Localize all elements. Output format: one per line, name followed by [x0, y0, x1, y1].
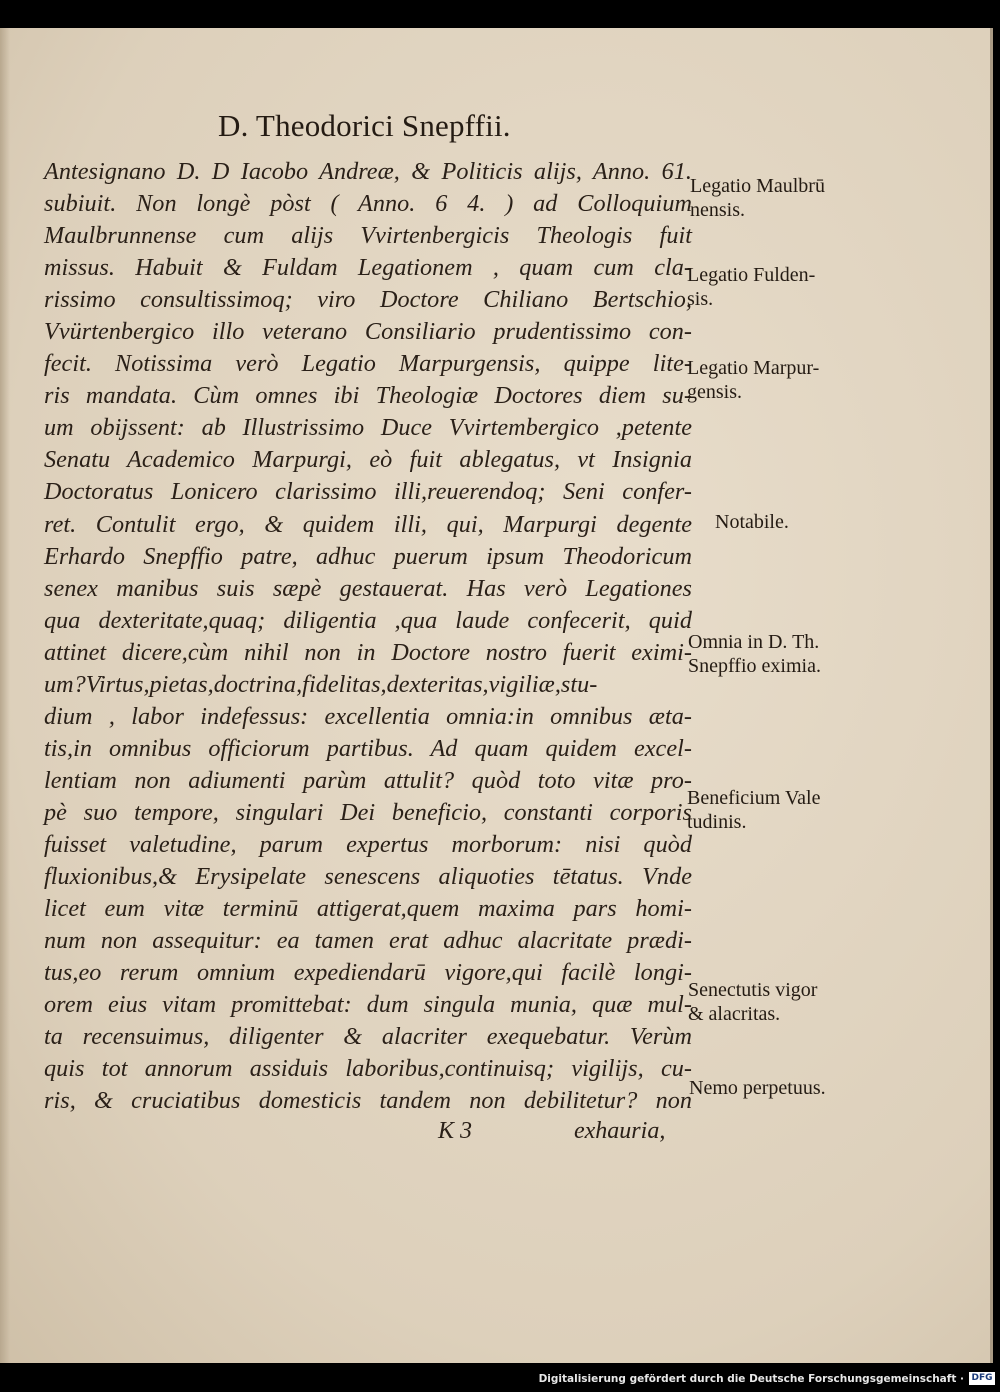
text-line: fecit. Notissima verò Legatio Marpurgensis, quippe lite- [44, 350, 692, 378]
text-line: licet eum vitæ terminū attigerat,quem maxima pars homi- [44, 895, 692, 923]
text-line: tus,eo rerum omnium expediendarū vigore,qui facilè longi- [44, 959, 692, 987]
text-line: Maulbrunnense cum alijs Vvirtenbergicis Theologis fuit [44, 222, 692, 250]
marginal-note [690, 174, 825, 222]
digitization-credit: Digitalisierung gefördert durch die Deutsche Forschungsgemeinschaft · [538, 1373, 964, 1385]
dfg-logo: DFG [969, 1372, 995, 1385]
text-line: ret. Contulit ergo, & quidem illi, qui, Marpurgi degente [44, 510, 692, 538]
text-line: senex manibus suis sæpè gestauerat. Has verò Legationes [44, 574, 692, 602]
marginal-note-line: sis. [687, 288, 714, 310]
marginal-note-line: Beneficium Vale [687, 787, 821, 809]
body-text [44, 156, 692, 1117]
text-line: rissimo consultissimoq; viro Doctore Chiliano Bertschio, [44, 286, 692, 314]
marginal-note [687, 356, 819, 404]
text-line: dium , labor indefessus: excellentia omnia:in omnibus æta- [44, 702, 692, 730]
text-line: Vvürtenbergico illo veterano Consiliario prudentissimo con- [44, 318, 692, 346]
text-line: um?Virtus,pietas,doctrina,fidelitas,dexteritas,vigiliæ,stu- [44, 670, 598, 698]
marginal-note-line: Notabile. [715, 511, 789, 533]
marginal-note [715, 510, 789, 534]
marginal-note-line: Legatio Fulden- [687, 264, 816, 286]
marginal-note-line: Nemo perpetuus. [689, 1077, 826, 1099]
text-line: tis,in omnibus officiorum partibus. Ad quam quidem excel- [44, 734, 692, 762]
text-line: pè suo tempore, singulari Dei beneficio, constanti corporis [44, 798, 692, 826]
text-line: qua dexteritate,quaq; diligentia ,qua laude confecerit, quid [44, 606, 692, 634]
text-line: fuisset valetudine, parum expertus morborum: nisi quòd [44, 830, 692, 858]
marginal-note-line: tudinis. [687, 811, 747, 833]
text-line: Doctoratus Lonicero clarissimo illi,reuerendoq; Seni confer- [44, 478, 692, 506]
marginal-note-line: gensis. [687, 381, 742, 403]
marginal-note-line: Omnia in D. Th. [688, 631, 820, 653]
catchword: exhauria, [574, 1118, 666, 1144]
text-line: quis tot annorum assiduis laboribus,continuisq; vigilijs, cu- [44, 1055, 692, 1083]
marginal-note [688, 630, 821, 678]
text-line: subiuit. Non longè pòst ( Anno. 6 4. ) ad Colloquium [44, 190, 692, 218]
marginal-note-line: nensis. [690, 199, 745, 221]
page-edge-shadow [0, 28, 10, 1363]
text-line: ris, & cruciatibus domesticis tandem non debilitetur? non [44, 1087, 692, 1115]
text-line: orem eius vitam promittebat: dum singula munia, quæ mul- [44, 991, 692, 1019]
marginal-note [688, 978, 817, 1026]
running-head: D. Theodorici Snepffii. [218, 108, 511, 143]
marginal-note-line: & alacritas. [688, 1003, 781, 1025]
signature-mark: K 3 [438, 1118, 473, 1144]
marginal-note-line: Legatio Marpur- [687, 357, 820, 379]
marginal-note-line: Legatio Maulbrū [690, 175, 825, 197]
text-line: ta recensuimus, diligenter & alacriter exequebatur. Verùm [44, 1023, 692, 1051]
text-line: attinet dicere,cùm nihil non in Doctore nostro fuerit eximi- [44, 638, 692, 666]
marginal-note [687, 786, 820, 834]
marginal-note [689, 1076, 826, 1100]
text-line: Antesignano D. D Iacobo Andreæ, & Politicis alijs, Anno. 61. [44, 158, 692, 185]
text-line: um obijssent: ab Illustrissimo Duce Vvirtembergico ,petente [44, 414, 692, 442]
text-line: missus. Habuit & Fuldam Legationem , quam cum cla- [44, 254, 692, 282]
text-line: Senatu Academico Marpurgi, eò fuit ablegatus, vt Insignia [44, 446, 692, 474]
text-line: fluxionibus,& Erysipelate senescens aliquoties tētatus. Vnde [44, 863, 692, 891]
text-line: num non assequitur: ea tamen erat adhuc alacritate prædi- [44, 927, 692, 955]
text-line: ris mandata. Cùm omnes ibi Theologiæ Doctores diem su- [44, 382, 692, 410]
marginal-note [687, 263, 815, 311]
text-line: lentiam non adiumenti parùm attulit? quòd toto vitæ pro- [44, 766, 692, 794]
text-line: Erhardo Snepffio patre, adhuc puerum ipsum Theodoricum [44, 542, 692, 570]
marginal-note-line: Snepffio eximia. [688, 655, 821, 677]
marginal-note-line: Senectutis vigor [688, 979, 818, 1001]
